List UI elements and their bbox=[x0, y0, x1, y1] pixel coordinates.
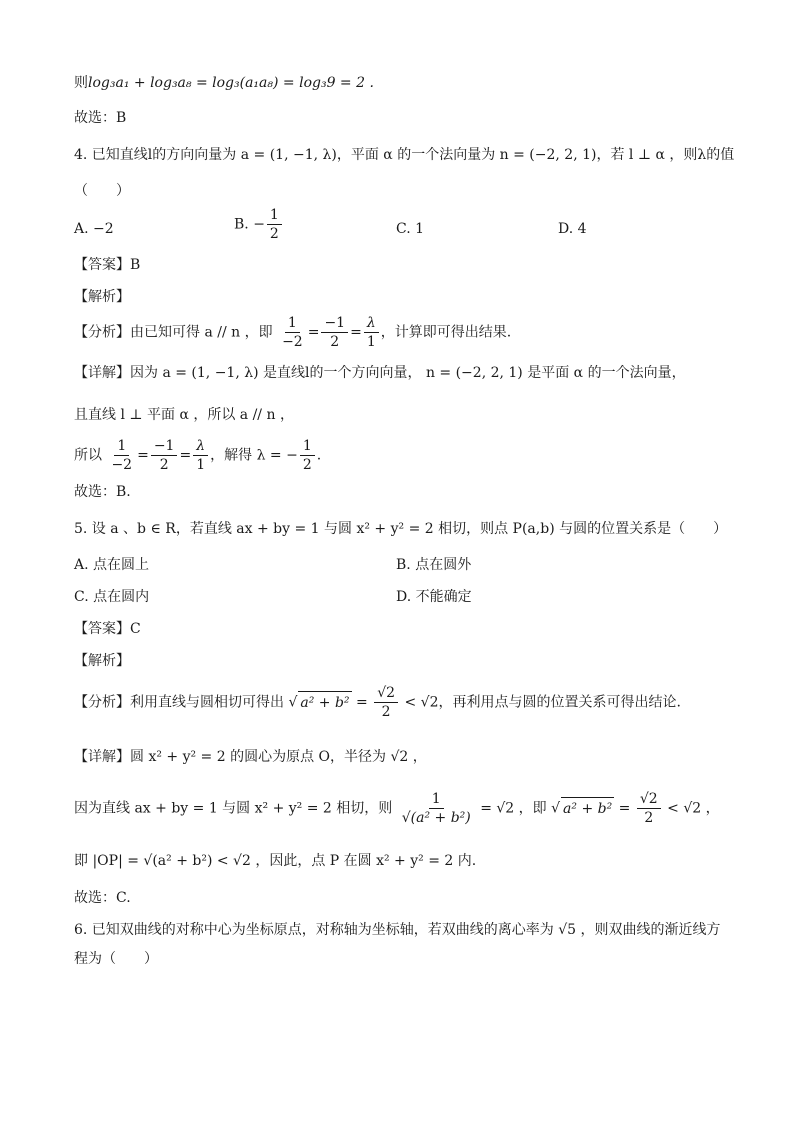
s4f3-num: λ bbox=[193, 437, 208, 456]
s4f2-den: 2 bbox=[159, 457, 169, 473]
equals: = bbox=[137, 447, 149, 464]
s4f4-num: 1 bbox=[300, 437, 315, 456]
frac3-num: λ bbox=[364, 314, 379, 333]
sqrt-sign: √ bbox=[288, 694, 298, 711]
sol4-end: . bbox=[316, 447, 322, 464]
frac1-den: −2 bbox=[282, 334, 303, 350]
solution-5-line2 bbox=[74, 790, 720, 827]
q5-option-b: B. 点在圆外 bbox=[396, 557, 472, 573]
s4f1-num: 1 bbox=[114, 437, 129, 456]
question-4-stem: 4. 已知直线l的方向向量为 a = (1, −1, λ)，平面 α 的一个法向量为 n = (−2, 2, 1)，若 l ⊥ α ，则λ的值 bbox=[74, 147, 735, 163]
sol4-frac2 bbox=[151, 437, 178, 474]
q4b-num: 1 bbox=[267, 206, 282, 225]
s4f4-den: 2 bbox=[302, 457, 312, 473]
question-4-paren: （ ） bbox=[74, 183, 130, 199]
sol4-frac3 bbox=[193, 437, 208, 474]
analysis-4-post: ，计算即可得出结果. bbox=[380, 324, 512, 341]
equals: = bbox=[350, 324, 362, 341]
equals: = bbox=[356, 694, 368, 711]
sol5-end: < √2 ， bbox=[667, 800, 720, 817]
a5-num: √2 bbox=[374, 684, 398, 703]
q4-option-b bbox=[234, 206, 284, 243]
s4f2-num: −1 bbox=[151, 437, 178, 456]
q4-option-b-fraction bbox=[267, 206, 282, 243]
solution-4-line1: 【详解】因为 a = (1, −1, λ) 是直线l的一个方向向量， n = (−2, 2, 1) 是平面 α 的一个法向量， bbox=[74, 365, 686, 381]
solution-5-line1: 【详解】圆 x² + y² = 2 的圆心为原点 O，半径为 √2 ， bbox=[74, 749, 427, 765]
log-equation: log₃a₁ + log₃a₈ = log₃(a₁a₈) = log₃9 = 2 . bbox=[88, 75, 374, 91]
sqrt-radicand: a² + b² bbox=[298, 691, 351, 714]
q4b-den: 2 bbox=[269, 226, 279, 242]
s4f3-den: 1 bbox=[196, 457, 206, 473]
choice-result-4: 故选：B. bbox=[74, 484, 131, 500]
sol5-pre: 因为直线 ax + by = 1 与圆 x² + y² = 2 相切，则 bbox=[74, 800, 393, 817]
equals: = bbox=[307, 324, 320, 341]
s5f2-num: √2 bbox=[637, 790, 661, 809]
q5-option-c: C. 点在圆内 bbox=[74, 589, 150, 605]
frac2-num: −1 bbox=[321, 314, 348, 333]
fraction-3 bbox=[364, 314, 379, 351]
sol5-frac1 bbox=[399, 790, 474, 827]
answer-tag-4: 【答案】B bbox=[74, 257, 141, 273]
fraction-1 bbox=[279, 314, 306, 351]
choice-result-3: 故选：B bbox=[74, 110, 127, 126]
sol5-frac2 bbox=[637, 790, 661, 827]
q5-option-d: D. 不能确定 bbox=[396, 589, 472, 605]
analysis-5-pre: 【分析】利用直线与圆相切可得出 bbox=[74, 694, 284, 711]
q4-option-d: D. 4 bbox=[558, 221, 587, 237]
solution-5-line3: 即 |OP| = √(a² + b²) < √2 ，因此，点 P 在圆 x² + y² = 2 内. bbox=[74, 853, 477, 869]
question-6-line2: 程为（ ） bbox=[74, 951, 158, 967]
analysis-tag-5: 【解析】 bbox=[74, 653, 130, 669]
solution-4-line3 bbox=[74, 437, 321, 474]
q4-option-a: A. −2 bbox=[74, 221, 114, 237]
analysis-4 bbox=[74, 314, 511, 351]
derivation-line bbox=[74, 72, 374, 94]
frac1-num: 1 bbox=[285, 314, 300, 333]
q4-option-c: C. 1 bbox=[396, 221, 425, 237]
frac3-den: 1 bbox=[366, 334, 376, 350]
question-6-line1: 6. 已知双曲线的对称中心为坐标原点，对称轴为坐标轴，若双曲线的离心率为 √5 ，则双曲线的渐近线方 bbox=[74, 922, 721, 938]
q5-option-a: A. 点在圆上 bbox=[74, 557, 150, 573]
analysis-5-lt: < √2 bbox=[404, 694, 439, 711]
solution-4-line2: 且直线 l ⊥ 平面 α ，所以 a // n ， bbox=[74, 407, 294, 423]
q4-option-b-prefix: B. − bbox=[234, 216, 265, 233]
sol5-mid: = √2 ，即 bbox=[480, 800, 547, 817]
analysis-tag-4: 【解析】 bbox=[74, 289, 130, 305]
s5f1-num: 1 bbox=[429, 790, 444, 809]
analysis-5-fraction bbox=[374, 684, 398, 721]
fraction-2 bbox=[321, 314, 348, 351]
equals: = bbox=[618, 800, 631, 817]
sqrt-sign: √ bbox=[551, 800, 561, 817]
frac2-den: 2 bbox=[330, 334, 340, 350]
sol4-frac4 bbox=[300, 437, 315, 474]
s4f1-den: −2 bbox=[111, 457, 133, 473]
a5-den: 2 bbox=[381, 704, 391, 720]
derivation-prefix: 则 bbox=[74, 75, 88, 91]
equals: = bbox=[179, 447, 192, 464]
analysis-5-post: ，再利用点与圆的位置关系可得出结论. bbox=[438, 694, 681, 711]
sol4-pre: 所以 bbox=[74, 447, 102, 464]
s5f2-den: 2 bbox=[644, 810, 654, 826]
s5f1-den: √(a² + b²) bbox=[401, 810, 471, 826]
choice-result-5: 故选：C. bbox=[74, 890, 131, 906]
question-5-stem: 5. 设 a 、b ∈ R，若直线 ax + by = 1 与圆 x² + y² = 2 相切，则点 P(a,b) 与圆的位置关系是（ ） bbox=[74, 521, 728, 537]
analysis-5 bbox=[74, 684, 681, 721]
sol5-sqrt: a² + b² bbox=[561, 797, 614, 820]
analysis-4-pre: 【分析】由已知可得 a // n ，即 bbox=[74, 324, 273, 341]
answer-tag-5: 【答案】C bbox=[74, 621, 141, 637]
sol4-mid: ，解得 λ = − bbox=[210, 447, 298, 464]
sol4-frac1 bbox=[108, 437, 135, 474]
